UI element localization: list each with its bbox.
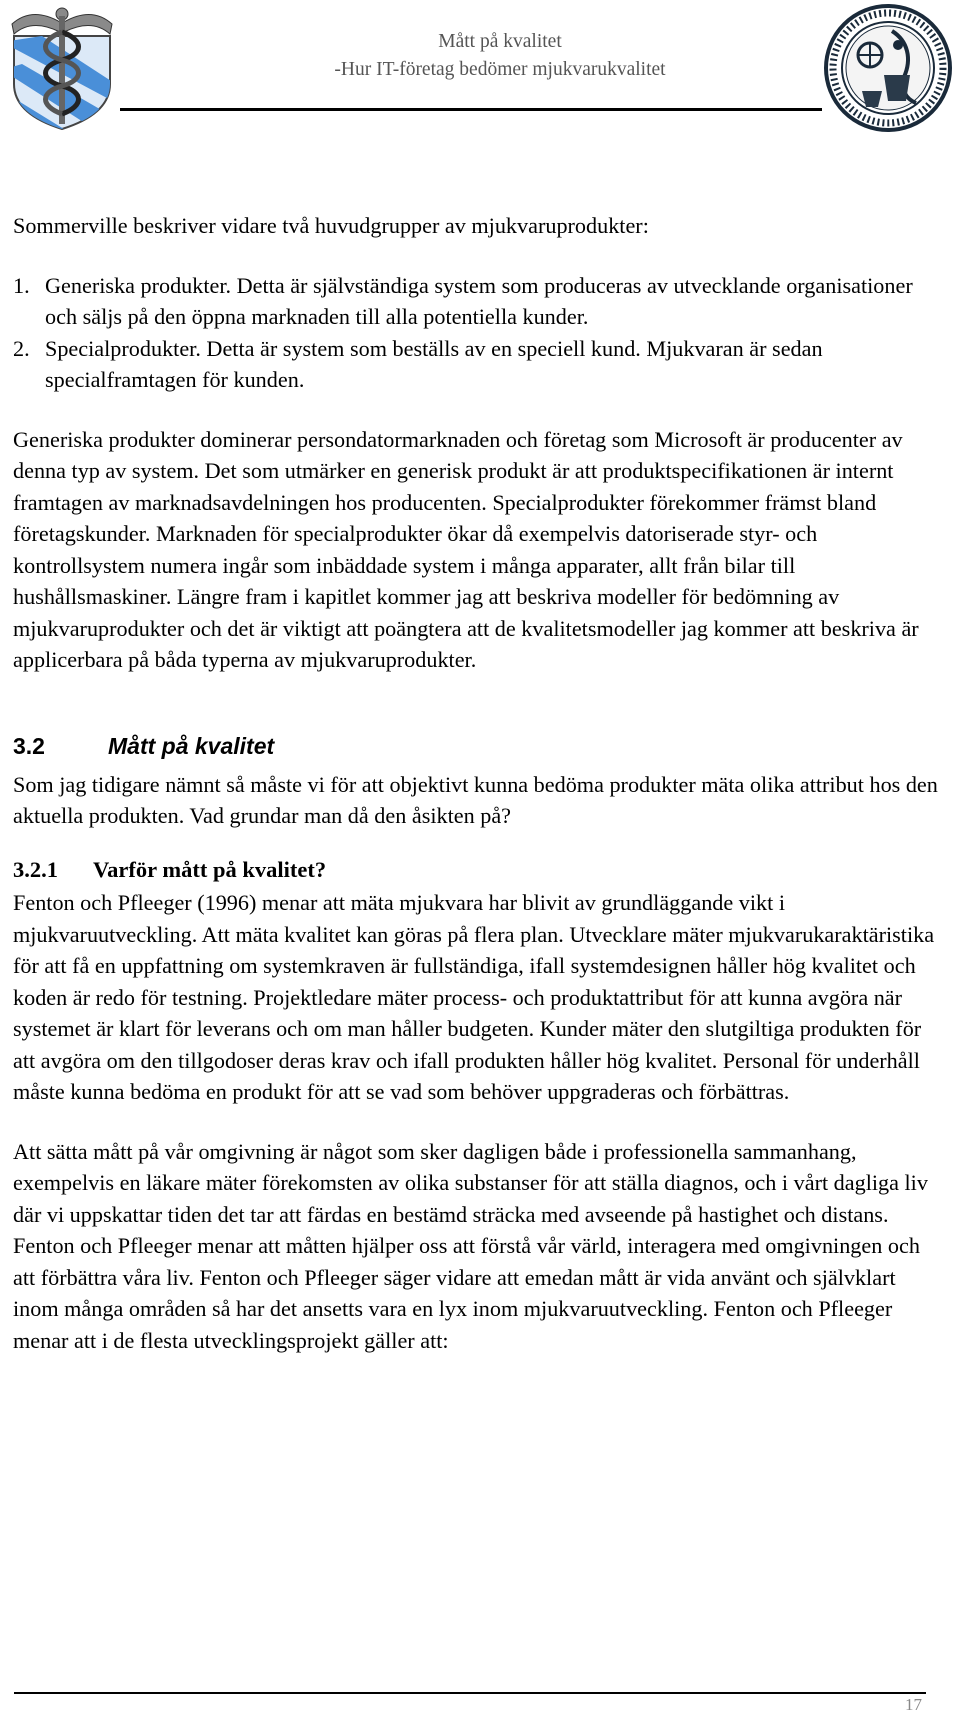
body-paragraph: Generiska produkter dominerar persondatormarknaden och företag som Microsoft är producenter av denna typ av system. Det som utmärker en generisk produkt är att produktspecifikationen är internt framtagen av marknadsavdelningen hos producenten. Specialprodukter förekommer främst bland företagskunder. Marknaden för specialprodukter ökar då exempelvis datoriserade styr- och kontrollsystem numera ingår som inbäddade system i många apparater, allt från bilar till hushållsmaskiner. Längre fram i kapitlet kommer jag att beskriva modeller för bedömning av mjukvaruprodukter och det är viktigt att poängtera att de kvalitetsmodeller jag kommer att beskriva är applicerbara på båda typerna av mjukvaruprodukter. [13,426,919,672]
university-seal-logo [822,3,954,133]
list-item-text: Specialprodukter. Detta är system som beställs av en speciell kund. Mjukvaran är sedan specialframtagen för kunden. [45,335,823,392]
section-heading [13,731,943,761]
running-header-title: Mått på kvalitet [438,31,562,52]
list-item [13,270,943,333]
body-paragraph: Som jag tidigare nämnt så måste vi för att objektivt kunna bedöma produkter mäta olika attribut hos den aktuella produkten. Vad grundar man då den åsikten på? [13,771,938,828]
subsection-number: 3.2.1 [13,856,58,882]
subsection-title: Varför mått på kvalitet? [93,856,327,882]
list-item-text: Generiska produkter. Detta är självständiga system som produceras av utvecklande organisationer och säljs på den öppna marknaden till alla potentiella kunder. [45,272,913,329]
list-item-number: 1. [13,272,30,298]
page-body [13,210,943,1356]
intro-paragraph: Sommerville beskriver vidare två huvudgrupper av mjukvaruprodukter: [13,213,649,238]
section-title: Mått på kvalitet [108,732,275,759]
section-number: 3.2 [13,732,45,759]
running-header-subtitle: -Hur IT-företag bedömer mjukvarukvalitet [334,59,666,80]
header-rule [120,108,822,111]
body-paragraph: Att sätta mått på vår omgivning är något som sker dagligen både i professionella sammanhang, exempelvis en läkare mäter förekomsten av olika substanser för att ställa diagnos, och i vårt dagliga liv där vi uppskattar tiden det tar att färdas en bestämd sträcka med avseende på hastighet och distans. Fenton och Pfleeger menar att måtten hjälper oss att förstå vår värld, interagera med omgivningen och att förbättra våra liv. Fenton och Pfleeger säger vidare att emedan mått är vida använt och självklart inom många områden så har det ansetts vara en lyx inom mjukvaruutveckling. Fenton och Pfleeger menar att i de flesta utvecklingsprojekt gäller att: [13,1138,928,1353]
caduceus-shield-logo [2,2,122,132]
list-item [13,333,943,396]
subsection-heading [13,854,943,886]
list-item-number: 2. [13,335,30,361]
footer-rule [14,1692,926,1694]
body-paragraph: Fenton och Pfleeger (1996) menar att mäta mjukvara har blivit av grundläggande vikt i mjukvaruutveckling. Att mäta kvalitet kan göras på flera plan. Utvecklare mäter mjukvarukaraktäristika för att få en uppfattning om systemkraven är fullständiga, ifall systemdesignen håller hög kvalitet och koden är redo för testning. Projektledare mäter process- och produktattribut för att kunna avgöra när systemet är klart för leverans och om man håller budgeten. Kunder mäter den slutgiltiga produkten för att avgöra om den tillgodoser deras krav och ifall produkten håller hög kvalitet. Personal för underhåll måste kunna bedöma en produkt för att se vad som behöver uppgraderas och förbättras. [13,890,935,1104]
product-type-list [13,270,943,396]
page-number: 17 [905,1695,922,1714]
